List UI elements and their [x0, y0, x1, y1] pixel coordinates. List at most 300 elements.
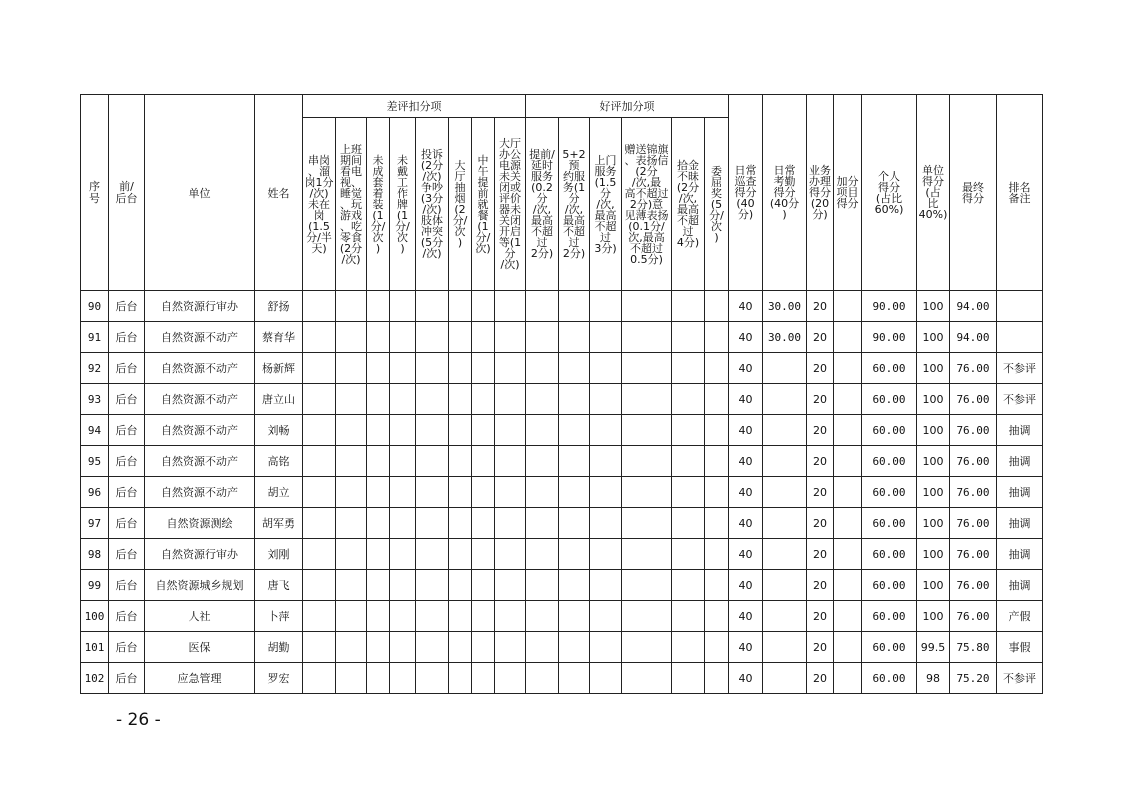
empty-score-cell: [526, 539, 559, 570]
empty-score-cell: [705, 632, 729, 663]
empty-score-cell: [367, 632, 390, 663]
empty-score-cell: [590, 539, 622, 570]
cell-seq: 99: [81, 570, 109, 601]
cell-unit-score: 100: [917, 384, 950, 415]
empty-score-cell: [303, 415, 336, 446]
empty-score-cell: [336, 508, 367, 539]
cell-name: 刘畅: [255, 415, 303, 446]
cell-name: 杨新辉: [255, 353, 303, 384]
bonus-item: 委 屈 奖 (5 分/ 次 ): [705, 118, 729, 291]
cell-bonus-score: [834, 570, 862, 601]
cell-rank-note: 不参评: [997, 353, 1043, 384]
empty-score-cell: [526, 632, 559, 663]
empty-score-cell: [672, 291, 705, 322]
bonus-item: 拾金 不昧 (2分 /次, 最高 不超 过 4分): [672, 118, 705, 291]
cell-personal: 60.00: [862, 570, 917, 601]
penalty-item: 大 厅 抽 烟 (2 分/ 次 ): [449, 118, 472, 291]
empty-score-cell: [472, 446, 495, 477]
empty-score-cell: [390, 539, 416, 570]
empty-score-cell: [449, 291, 472, 322]
cell-daily-attendance: [763, 570, 807, 601]
cell-unit-score: 100: [917, 539, 950, 570]
empty-score-cell: [472, 508, 495, 539]
cell-personal: 60.00: [862, 353, 917, 384]
empty-score-cell: [390, 415, 416, 446]
cell-daily-patrol: 40: [729, 508, 763, 539]
empty-score-cell: [559, 508, 590, 539]
empty-score-cell: [336, 663, 367, 694]
empty-score-cell: [449, 663, 472, 694]
cell-unit: 自然资源不动产: [145, 322, 255, 353]
cell-personal: 60.00: [862, 663, 917, 694]
table-row: [81, 663, 1043, 694]
empty-score-cell: [336, 539, 367, 570]
cell-name: 刘刚: [255, 539, 303, 570]
cell-bonus-score: [834, 353, 862, 384]
empty-score-cell: [390, 508, 416, 539]
empty-score-cell: [495, 415, 526, 446]
cell-business: 20: [807, 663, 834, 694]
empty-score-cell: [672, 663, 705, 694]
empty-score-cell: [559, 446, 590, 477]
cell-front-back: 后台: [109, 539, 145, 570]
cell-name: 胡立: [255, 477, 303, 508]
cell-name: 高铭: [255, 446, 303, 477]
cell-business: 20: [807, 508, 834, 539]
cell-rank-note: [997, 322, 1043, 353]
empty-score-cell: [672, 384, 705, 415]
cell-daily-attendance: [763, 415, 807, 446]
empty-score-cell: [449, 570, 472, 601]
cell-business: 20: [807, 291, 834, 322]
cell-daily-attendance: 30.00: [763, 291, 807, 322]
empty-score-cell: [495, 477, 526, 508]
empty-score-cell: [622, 384, 672, 415]
empty-score-cell: [367, 446, 390, 477]
empty-score-cell: [336, 415, 367, 446]
cell-seq: 91: [81, 322, 109, 353]
cell-bonus-score: [834, 539, 862, 570]
header-penalty-group: 差评扣分项: [303, 95, 526, 118]
cell-unit: 自然资源城乡规划: [145, 570, 255, 601]
empty-score-cell: [622, 570, 672, 601]
cell-final: 76.00: [950, 508, 997, 539]
cell-unit: 自然资源不动产: [145, 477, 255, 508]
empty-score-cell: [472, 384, 495, 415]
cell-daily-attendance: [763, 353, 807, 384]
cell-rank-note: [997, 291, 1043, 322]
empty-score-cell: [336, 632, 367, 663]
cell-daily-patrol: 40: [729, 415, 763, 446]
empty-score-cell: [336, 570, 367, 601]
header-daily-patrol: 日常 巡查 得分 (40 分): [729, 95, 763, 291]
empty-score-cell: [303, 539, 336, 570]
empty-score-cell: [705, 539, 729, 570]
cell-final: 76.00: [950, 477, 997, 508]
cell-daily-patrol: 40: [729, 322, 763, 353]
cell-unit: 人社: [145, 601, 255, 632]
empty-score-cell: [622, 663, 672, 694]
cell-business: 20: [807, 322, 834, 353]
empty-score-cell: [303, 632, 336, 663]
cell-bonus-score: [834, 291, 862, 322]
cell-final: 76.00: [950, 353, 997, 384]
empty-score-cell: [367, 384, 390, 415]
bonus-item: 赠送锦旗 、表扬信 (2分 /次,最 高不超过 2分)意 见薄表扬 (0.1分/ 次,最高 不超过 0.5分): [622, 118, 672, 291]
cell-daily-patrol: 40: [729, 539, 763, 570]
empty-score-cell: [622, 508, 672, 539]
empty-score-cell: [416, 601, 449, 632]
empty-score-cell: [367, 601, 390, 632]
empty-score-cell: [590, 384, 622, 415]
cell-front-back: 后台: [109, 570, 145, 601]
empty-score-cell: [705, 663, 729, 694]
cell-daily-attendance: [763, 446, 807, 477]
empty-score-cell: [416, 570, 449, 601]
cell-unit-score: 100: [917, 570, 950, 601]
cell-name: 舒扬: [255, 291, 303, 322]
empty-score-cell: [336, 446, 367, 477]
empty-score-cell: [449, 539, 472, 570]
empty-score-cell: [705, 322, 729, 353]
empty-score-cell: [672, 601, 705, 632]
cell-rank-note: 抽调: [997, 415, 1043, 446]
cell-final: 75.20: [950, 663, 997, 694]
cell-daily-patrol: 40: [729, 570, 763, 601]
empty-score-cell: [622, 353, 672, 384]
page-number: - 26 -: [116, 710, 161, 730]
empty-score-cell: [449, 446, 472, 477]
empty-score-cell: [559, 663, 590, 694]
bonus-item: 提前/ 延时 服务 (0.2 分 /次, 最高 不超 过 2分): [526, 118, 559, 291]
table-row: [81, 446, 1043, 477]
cell-unit: 医保: [145, 632, 255, 663]
empty-score-cell: [590, 477, 622, 508]
cell-front-back: 后台: [109, 446, 145, 477]
empty-score-cell: [367, 353, 390, 384]
table-row: [81, 291, 1043, 322]
cell-personal: 60.00: [862, 446, 917, 477]
empty-score-cell: [590, 446, 622, 477]
header-personal: 个人 得分 (占比 60%): [862, 95, 917, 291]
empty-score-cell: [472, 663, 495, 694]
cell-front-back: 后台: [109, 508, 145, 539]
empty-score-cell: [303, 477, 336, 508]
empty-score-cell: [336, 477, 367, 508]
empty-score-cell: [705, 601, 729, 632]
cell-front-back: 后台: [109, 384, 145, 415]
table-row: [81, 539, 1043, 570]
empty-score-cell: [416, 508, 449, 539]
empty-score-cell: [390, 291, 416, 322]
empty-score-cell: [495, 570, 526, 601]
empty-score-cell: [390, 446, 416, 477]
empty-score-cell: [416, 446, 449, 477]
empty-score-cell: [416, 539, 449, 570]
empty-score-cell: [336, 291, 367, 322]
header-unit: 单位: [145, 95, 255, 291]
empty-score-cell: [495, 322, 526, 353]
empty-score-cell: [559, 384, 590, 415]
empty-score-cell: [559, 291, 590, 322]
header-final: 最终 得分: [950, 95, 997, 291]
cell-rank-note: 抽调: [997, 570, 1043, 601]
cell-daily-attendance: 30.00: [763, 322, 807, 353]
cell-final: 94.00: [950, 322, 997, 353]
empty-score-cell: [303, 384, 336, 415]
cell-name: 胡勤: [255, 632, 303, 663]
cell-personal: 60.00: [862, 384, 917, 415]
header-daily-attendance: 日常 考勤 得分 (40分 ): [763, 95, 807, 291]
cell-final: 76.00: [950, 415, 997, 446]
cell-front-back: 后台: [109, 291, 145, 322]
empty-score-cell: [590, 353, 622, 384]
empty-score-cell: [390, 570, 416, 601]
cell-unit-score: 100: [917, 415, 950, 446]
cell-daily-patrol: 40: [729, 291, 763, 322]
cell-rank-note: 抽调: [997, 539, 1043, 570]
empty-score-cell: [449, 415, 472, 446]
cell-personal: 60.00: [862, 508, 917, 539]
empty-score-cell: [416, 663, 449, 694]
cell-seq: 95: [81, 446, 109, 477]
empty-score-cell: [495, 663, 526, 694]
empty-score-cell: [622, 446, 672, 477]
empty-score-cell: [559, 539, 590, 570]
empty-score-cell: [367, 415, 390, 446]
cell-unit-score: 100: [917, 291, 950, 322]
table-row: [81, 353, 1043, 384]
empty-score-cell: [367, 539, 390, 570]
cell-unit-score: 100: [917, 322, 950, 353]
empty-score-cell: [472, 632, 495, 663]
empty-score-cell: [449, 322, 472, 353]
cell-seq: 98: [81, 539, 109, 570]
empty-score-cell: [705, 353, 729, 384]
empty-score-cell: [559, 415, 590, 446]
empty-score-cell: [622, 539, 672, 570]
cell-seq: 94: [81, 415, 109, 446]
empty-score-cell: [622, 322, 672, 353]
empty-score-cell: [336, 322, 367, 353]
cell-bonus-score: [834, 477, 862, 508]
empty-score-cell: [526, 353, 559, 384]
empty-score-cell: [526, 415, 559, 446]
empty-score-cell: [336, 384, 367, 415]
empty-score-cell: [622, 632, 672, 663]
empty-score-cell: [590, 415, 622, 446]
empty-score-cell: [449, 477, 472, 508]
cell-front-back: 后台: [109, 353, 145, 384]
cell-rank-note: 抽调: [997, 446, 1043, 477]
penalty-item: 上班 期间 看电 视、 睡觉 、玩 游戏 、吃 零食 (2分 /次): [336, 118, 367, 291]
empty-score-cell: [672, 353, 705, 384]
cell-final: 76.00: [950, 570, 997, 601]
cell-unit: 自然资源不动产: [145, 384, 255, 415]
cell-business: 20: [807, 446, 834, 477]
cell-personal: 60.00: [862, 539, 917, 570]
empty-score-cell: [367, 477, 390, 508]
cell-daily-patrol: 40: [729, 663, 763, 694]
empty-score-cell: [390, 477, 416, 508]
empty-score-cell: [472, 353, 495, 384]
empty-score-cell: [472, 539, 495, 570]
cell-business: 20: [807, 539, 834, 570]
empty-score-cell: [672, 477, 705, 508]
header-front-back: 前/ 后台: [109, 95, 145, 291]
cell-business: 20: [807, 601, 834, 632]
empty-score-cell: [590, 322, 622, 353]
empty-score-cell: [336, 353, 367, 384]
cell-daily-attendance: [763, 477, 807, 508]
empty-score-cell: [590, 570, 622, 601]
empty-score-cell: [303, 601, 336, 632]
empty-score-cell: [622, 415, 672, 446]
cell-name: 唐飞: [255, 570, 303, 601]
empty-score-cell: [622, 291, 672, 322]
cell-daily-attendance: [763, 663, 807, 694]
empty-score-cell: [495, 353, 526, 384]
cell-daily-attendance: [763, 539, 807, 570]
cell-bonus-score: [834, 632, 862, 663]
cell-daily-patrol: 40: [729, 353, 763, 384]
empty-score-cell: [495, 384, 526, 415]
penalty-item: 大厅 办公 电源 未关 闭或 评价 器未 关闭 开启 等(1 分 /次): [495, 118, 526, 291]
cell-unit: 自然资源不动产: [145, 415, 255, 446]
header-bonus-score: 加分 项目 得分: [834, 95, 862, 291]
empty-score-cell: [590, 508, 622, 539]
cell-seq: 101: [81, 632, 109, 663]
cell-bonus-score: [834, 508, 862, 539]
empty-score-cell: [449, 601, 472, 632]
cell-daily-patrol: 40: [729, 632, 763, 663]
empty-score-cell: [526, 384, 559, 415]
cell-daily-attendance: [763, 384, 807, 415]
cell-final: 76.00: [950, 384, 997, 415]
bonus-item: 上门 服务 (1.5 分 /次, 最高 不超 过 3分): [590, 118, 622, 291]
empty-score-cell: [495, 446, 526, 477]
empty-score-cell: [495, 291, 526, 322]
cell-unit-score: 99.5: [917, 632, 950, 663]
empty-score-cell: [416, 353, 449, 384]
cell-name: 胡军勇: [255, 508, 303, 539]
empty-score-cell: [705, 477, 729, 508]
empty-score-cell: [367, 291, 390, 322]
empty-score-cell: [449, 632, 472, 663]
table-row: [81, 322, 1043, 353]
table-row: [81, 570, 1043, 601]
empty-score-cell: [526, 291, 559, 322]
cell-final: 76.00: [950, 539, 997, 570]
empty-score-cell: [672, 570, 705, 601]
empty-score-cell: [416, 632, 449, 663]
empty-score-cell: [526, 570, 559, 601]
header-bonus-group: 好评加分项: [526, 95, 729, 118]
cell-unit: 应急管理: [145, 663, 255, 694]
cell-front-back: 后台: [109, 477, 145, 508]
empty-score-cell: [472, 291, 495, 322]
empty-score-cell: [559, 570, 590, 601]
cell-bonus-score: [834, 601, 862, 632]
empty-score-cell: [449, 508, 472, 539]
cell-seq: 93: [81, 384, 109, 415]
cell-personal: 60.00: [862, 601, 917, 632]
empty-score-cell: [303, 570, 336, 601]
cell-rank-note: 不参评: [997, 663, 1043, 694]
empty-score-cell: [526, 663, 559, 694]
cell-rank-note: 抽调: [997, 508, 1043, 539]
empty-score-cell: [416, 291, 449, 322]
cell-daily-patrol: 40: [729, 446, 763, 477]
cell-business: 20: [807, 384, 834, 415]
empty-score-cell: [705, 508, 729, 539]
cell-rank-note: 不参评: [997, 384, 1043, 415]
cell-personal: 60.00: [862, 477, 917, 508]
empty-score-cell: [559, 477, 590, 508]
cell-unit: 自然资源行审办: [145, 539, 255, 570]
penalty-item: 未 戴 工 作 牌 (1 分/ 次 ): [390, 118, 416, 291]
empty-score-cell: [416, 322, 449, 353]
empty-score-cell: [590, 663, 622, 694]
empty-score-cell: [472, 477, 495, 508]
empty-score-cell: [303, 663, 336, 694]
cell-personal: 90.00: [862, 322, 917, 353]
empty-score-cell: [472, 415, 495, 446]
cell-bonus-score: [834, 322, 862, 353]
cell-seq: 100: [81, 601, 109, 632]
penalty-item: 中 午 提 前 就 餐 (1 分/ 次): [472, 118, 495, 291]
header-seq: 序 号: [81, 95, 109, 291]
cell-daily-attendance: [763, 601, 807, 632]
empty-score-cell: [590, 291, 622, 322]
cell-bonus-score: [834, 663, 862, 694]
cell-daily-patrol: 40: [729, 384, 763, 415]
table-row: [81, 632, 1043, 663]
cell-business: 20: [807, 570, 834, 601]
cell-name: 蔡育华: [255, 322, 303, 353]
cell-name: 唐立山: [255, 384, 303, 415]
cell-rank-note: 产假: [997, 601, 1043, 632]
cell-daily-attendance: [763, 632, 807, 663]
empty-score-cell: [559, 353, 590, 384]
empty-score-cell: [449, 384, 472, 415]
empty-score-cell: [705, 415, 729, 446]
empty-score-cell: [705, 384, 729, 415]
empty-score-cell: [367, 322, 390, 353]
cell-seq: 92: [81, 353, 109, 384]
cell-seq: 96: [81, 477, 109, 508]
empty-score-cell: [367, 508, 390, 539]
cell-final: 75.80: [950, 632, 997, 663]
empty-score-cell: [390, 601, 416, 632]
empty-score-cell: [672, 322, 705, 353]
cell-seq: 97: [81, 508, 109, 539]
empty-score-cell: [705, 446, 729, 477]
header-rank-note: 排名 备注: [997, 95, 1043, 291]
table-body: [81, 291, 1043, 694]
cell-unit-score: 100: [917, 601, 950, 632]
cell-bonus-score: [834, 446, 862, 477]
cell-unit: 自然资源行审办: [145, 291, 255, 322]
cell-front-back: 后台: [109, 322, 145, 353]
table-row: [81, 508, 1043, 539]
cell-unit: 自然资源测绘: [145, 508, 255, 539]
cell-business: 20: [807, 477, 834, 508]
table-row: [81, 384, 1043, 415]
cell-front-back: 后台: [109, 415, 145, 446]
empty-score-cell: [336, 601, 367, 632]
empty-score-cell: [622, 477, 672, 508]
